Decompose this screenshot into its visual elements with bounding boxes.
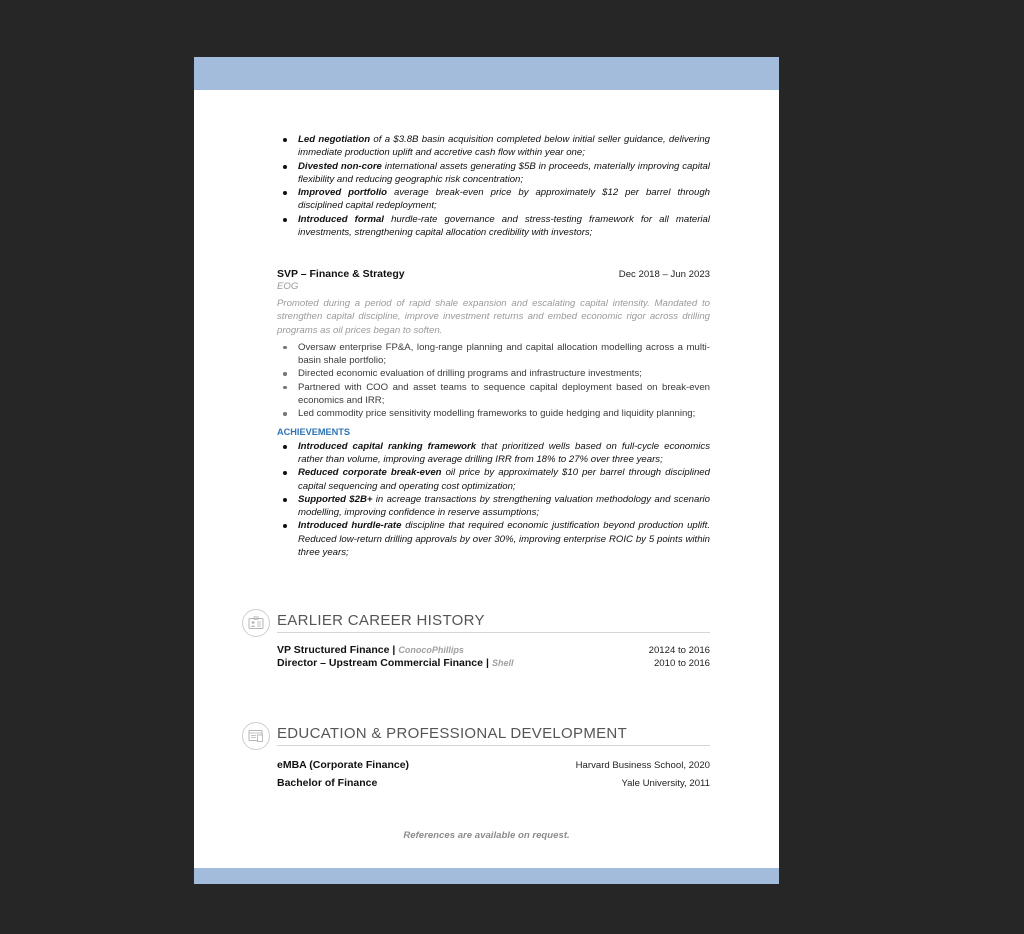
- role-svp-finance-strategy: [277, 268, 710, 559]
- responsibility-item: Directed economic evaluation of drilling programs and infrastructure investments;: [277, 367, 710, 380]
- career-title: VP Structured Finance: [277, 644, 390, 656]
- responsibility-item: Led commodity price sensitivity modelling frameworks to guide hedging and liquidity planning;: [277, 407, 710, 420]
- career-entry: VP Structured Finance | ConocoPhillips 20124 to 2016: [277, 644, 710, 656]
- career-entry: Director – Upstream Commercial Finance | Shell 2010 to 2016: [277, 657, 710, 669]
- achievement-item: Introduced capital ranking framework that prioritized wells based on full-cycle economics rather than volume, improving average drilling IRR from 18% to 27% over three years;: [277, 440, 710, 467]
- previous-role-achievements: [277, 133, 710, 239]
- achievements-heading: ACHIEVEMENTS: [277, 426, 350, 437]
- footer-band: [194, 868, 779, 884]
- company-name: EOG: [277, 281, 299, 292]
- section-divider: [277, 745, 710, 746]
- earlier-career-list: [277, 644, 710, 669]
- role-title: SVP – Finance & Strategy: [277, 268, 405, 280]
- section-header-education: [242, 722, 710, 750]
- education-entry: [277, 777, 710, 789]
- resume-page: [194, 57, 779, 884]
- references-note: References are available on request.: [403, 830, 570, 841]
- id-card-icon: [242, 609, 270, 637]
- section-header-earlier-career: [242, 609, 710, 637]
- responsibility-item: Oversaw enterprise FP&A, long-range planning and capital allocation modelling across a multi-basin shale portfolio;: [277, 341, 710, 368]
- institution: Yale University, 2011: [621, 778, 710, 789]
- institution: Harvard Business School, 2020: [575, 760, 710, 771]
- degree: Bachelor of Finance: [277, 777, 378, 789]
- career-dates: 20124 to 2016: [648, 645, 710, 656]
- career-title: Director – Upstream Commercial Finance: [277, 657, 483, 669]
- section-title: EDUCATION & PROFESSIONAL DEVELOPMENT: [277, 725, 628, 742]
- section-title: EARLIER CAREER HISTORY: [277, 612, 485, 629]
- responsibilities-list: [277, 341, 710, 421]
- achievement-item: Led negotiation of a $3.8B basin acquisition completed below initial seller guidance, delivering immediate production uplift and accretive cash flow within year one;: [277, 133, 710, 160]
- education-list: [277, 759, 710, 789]
- degree: eMBA (Corporate Finance): [277, 759, 410, 771]
- achievement-item: Divested non-core international assets generating $5B in proceeds, materially improving capital flexibility and reducing geographic risk concentration;: [277, 160, 710, 187]
- achievement-item: Improved portfolio average break-even price by approximately $12 per barrel through disciplined capital redeployment;: [277, 186, 710, 213]
- header-band: [194, 57, 779, 90]
- role-summary: Promoted during a period of rapid shale expansion and escalating capital intensity. Mandated to strengthen capital discipline, improve investment returns and embed economic rigor across drilling programs as oil prices began to soften.: [277, 298, 710, 336]
- education-entry: [277, 759, 710, 771]
- certificate-icon: [242, 722, 270, 750]
- achievement-item: Supported $2B+ in acreage transactions by strengthening valuation methodology and scenario modelling, improving confidence in reserve assumptions;: [277, 493, 710, 520]
- role-dates: Dec 2018 – Jun 2023: [618, 269, 710, 280]
- career-company: ConocoPhillips: [398, 645, 464, 655]
- career-company: Shell: [491, 658, 514, 668]
- achievements-list: [277, 440, 710, 560]
- achievement-item: Introduced hurdle-rate discipline that required economic justification beyond production uplift. Reduced low-return drilling approvals by over 30%, improving enterprise ROIC by 5 points within three years;: [277, 519, 710, 559]
- career-dates: 2010 to 2016: [653, 658, 710, 669]
- responsibility-item: Partnered with COO and asset teams to sequence capital deployment based on break-even economics and IRR;: [277, 381, 710, 408]
- section-divider: [277, 632, 710, 633]
- achievement-item: Introduced formal hurdle-rate governance and stress-testing framework for all material investments, strengthening capital allocation credibility with investors;: [277, 213, 710, 240]
- achievement-item: Reduced corporate break-even oil price by approximately $10 per barrel through disciplined capital sequencing and operating cost optimization;: [277, 466, 710, 493]
